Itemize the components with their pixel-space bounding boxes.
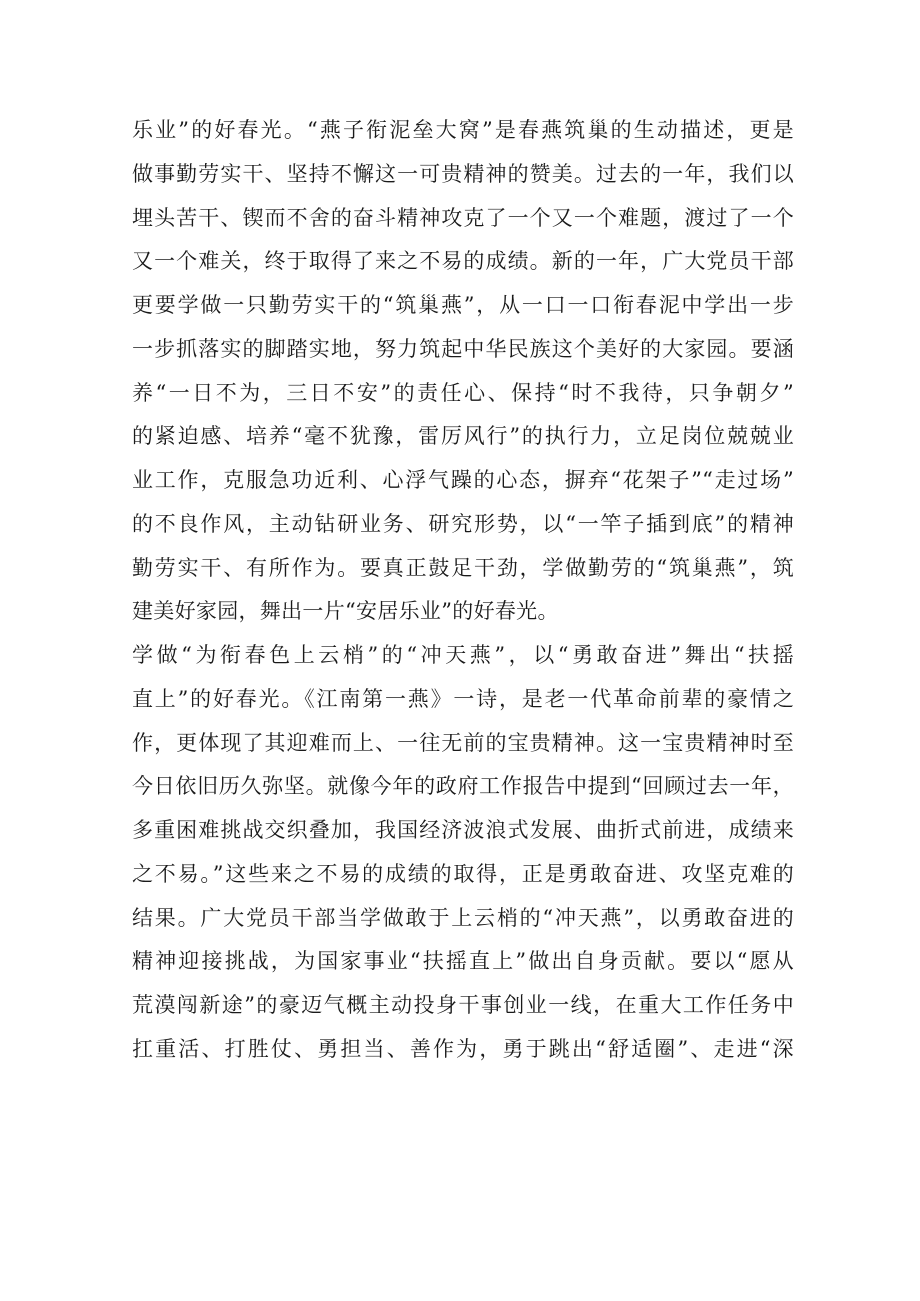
text-line: 勤劳实干、有所作为。要真正鼓足干劲，学做勤劳的“筑巢燕”，筑 — [132, 555, 794, 580]
text-line: 作，更体现了其迎难而上、一往无前的宝贵精神。这一宝贵精神时至 — [132, 730, 794, 755]
text-line: 埋头苦干、锲而不舍的奋斗精神攻克了一个又一个难题，渡过了一个 — [132, 205, 794, 230]
text-line: 荒漠闯新途”的豪迈气概主动投身干事创业一线，在重大工作任务中 — [132, 993, 794, 1017]
text-line: 业工作，克服急功近利、心浮气躁的心态，摒弃“花架子”“走过场” — [132, 468, 794, 492]
text-line: 做事勤劳实干、坚持不懈这一可贵精神的赞美。过去的一年，我们以 — [132, 161, 794, 186]
text-line: 更要学做一只勤劳实干的“筑巢燕”，从一口一口衔春泥中学出一步 — [132, 293, 794, 317]
text-line: 乐业”的好春光。“燕子衔泥垒大窝”是春燕筑巢的生动描述，更是 — [132, 118, 794, 142]
text-line: 之不易。”这些来之不易的成绩的取得，正是勇敢奋进、攻坚克难的 — [132, 861, 794, 886]
text-line: 的不良作风，主动钻研业务、研究形势，以“一竿子插到底”的精神 — [132, 511, 794, 536]
text-line: 结果。广大党员干部当学做敢于上云梢的“冲天燕”，以勇敢奋进的 — [132, 905, 794, 930]
text-line: 养“一日不为，三日不安”的责任心、保持“时不我待，只争朝夕” — [132, 380, 794, 405]
text-line: 又一个难关，终于取得了来之不易的成绩。新的一年，广大党员干部 — [132, 249, 794, 274]
text-line: 今日依旧历久弥坚。就像今年的政府工作报告中提到“回顾过去一年， — [132, 774, 794, 799]
paragraph-1 — [132, 109, 794, 634]
text-line: 建美好家园，舞出一片“安居乐业”的好春光。 — [132, 599, 559, 624]
text-line: 直上”的好春光。《江南第一燕》一诗，是老一代革命前辈的豪情之 — [132, 686, 794, 711]
paragraph-2 — [132, 634, 794, 1072]
text-line: 学做“为衔春色上云梢”的“冲天燕”，以“勇敢奋进”舞出“扶摇 — [132, 643, 794, 667]
body-text — [132, 109, 794, 1072]
text-line: 的紧迫感、培养“毫不犹豫，雷厉风行”的执行力，立足岗位兢兢业 — [132, 424, 794, 449]
text-line: 扛重活、打胜仗、勇担当、善作为，勇于跳出“舒适圈”、走进“深 — [132, 1036, 794, 1061]
text-line: 精神迎接挑战，为国家事业“扶摇直上”做出自身贡献。要以“愿从 — [132, 949, 794, 974]
text-line: 一步抓落实的脚踏实地，努力筑起中华民族这个美好的大家园。要涵 — [132, 336, 794, 361]
text-line: 多重困难挑战交织叠加，我国经济波浪式发展、曲折式前进，成绩来 — [132, 818, 794, 842]
